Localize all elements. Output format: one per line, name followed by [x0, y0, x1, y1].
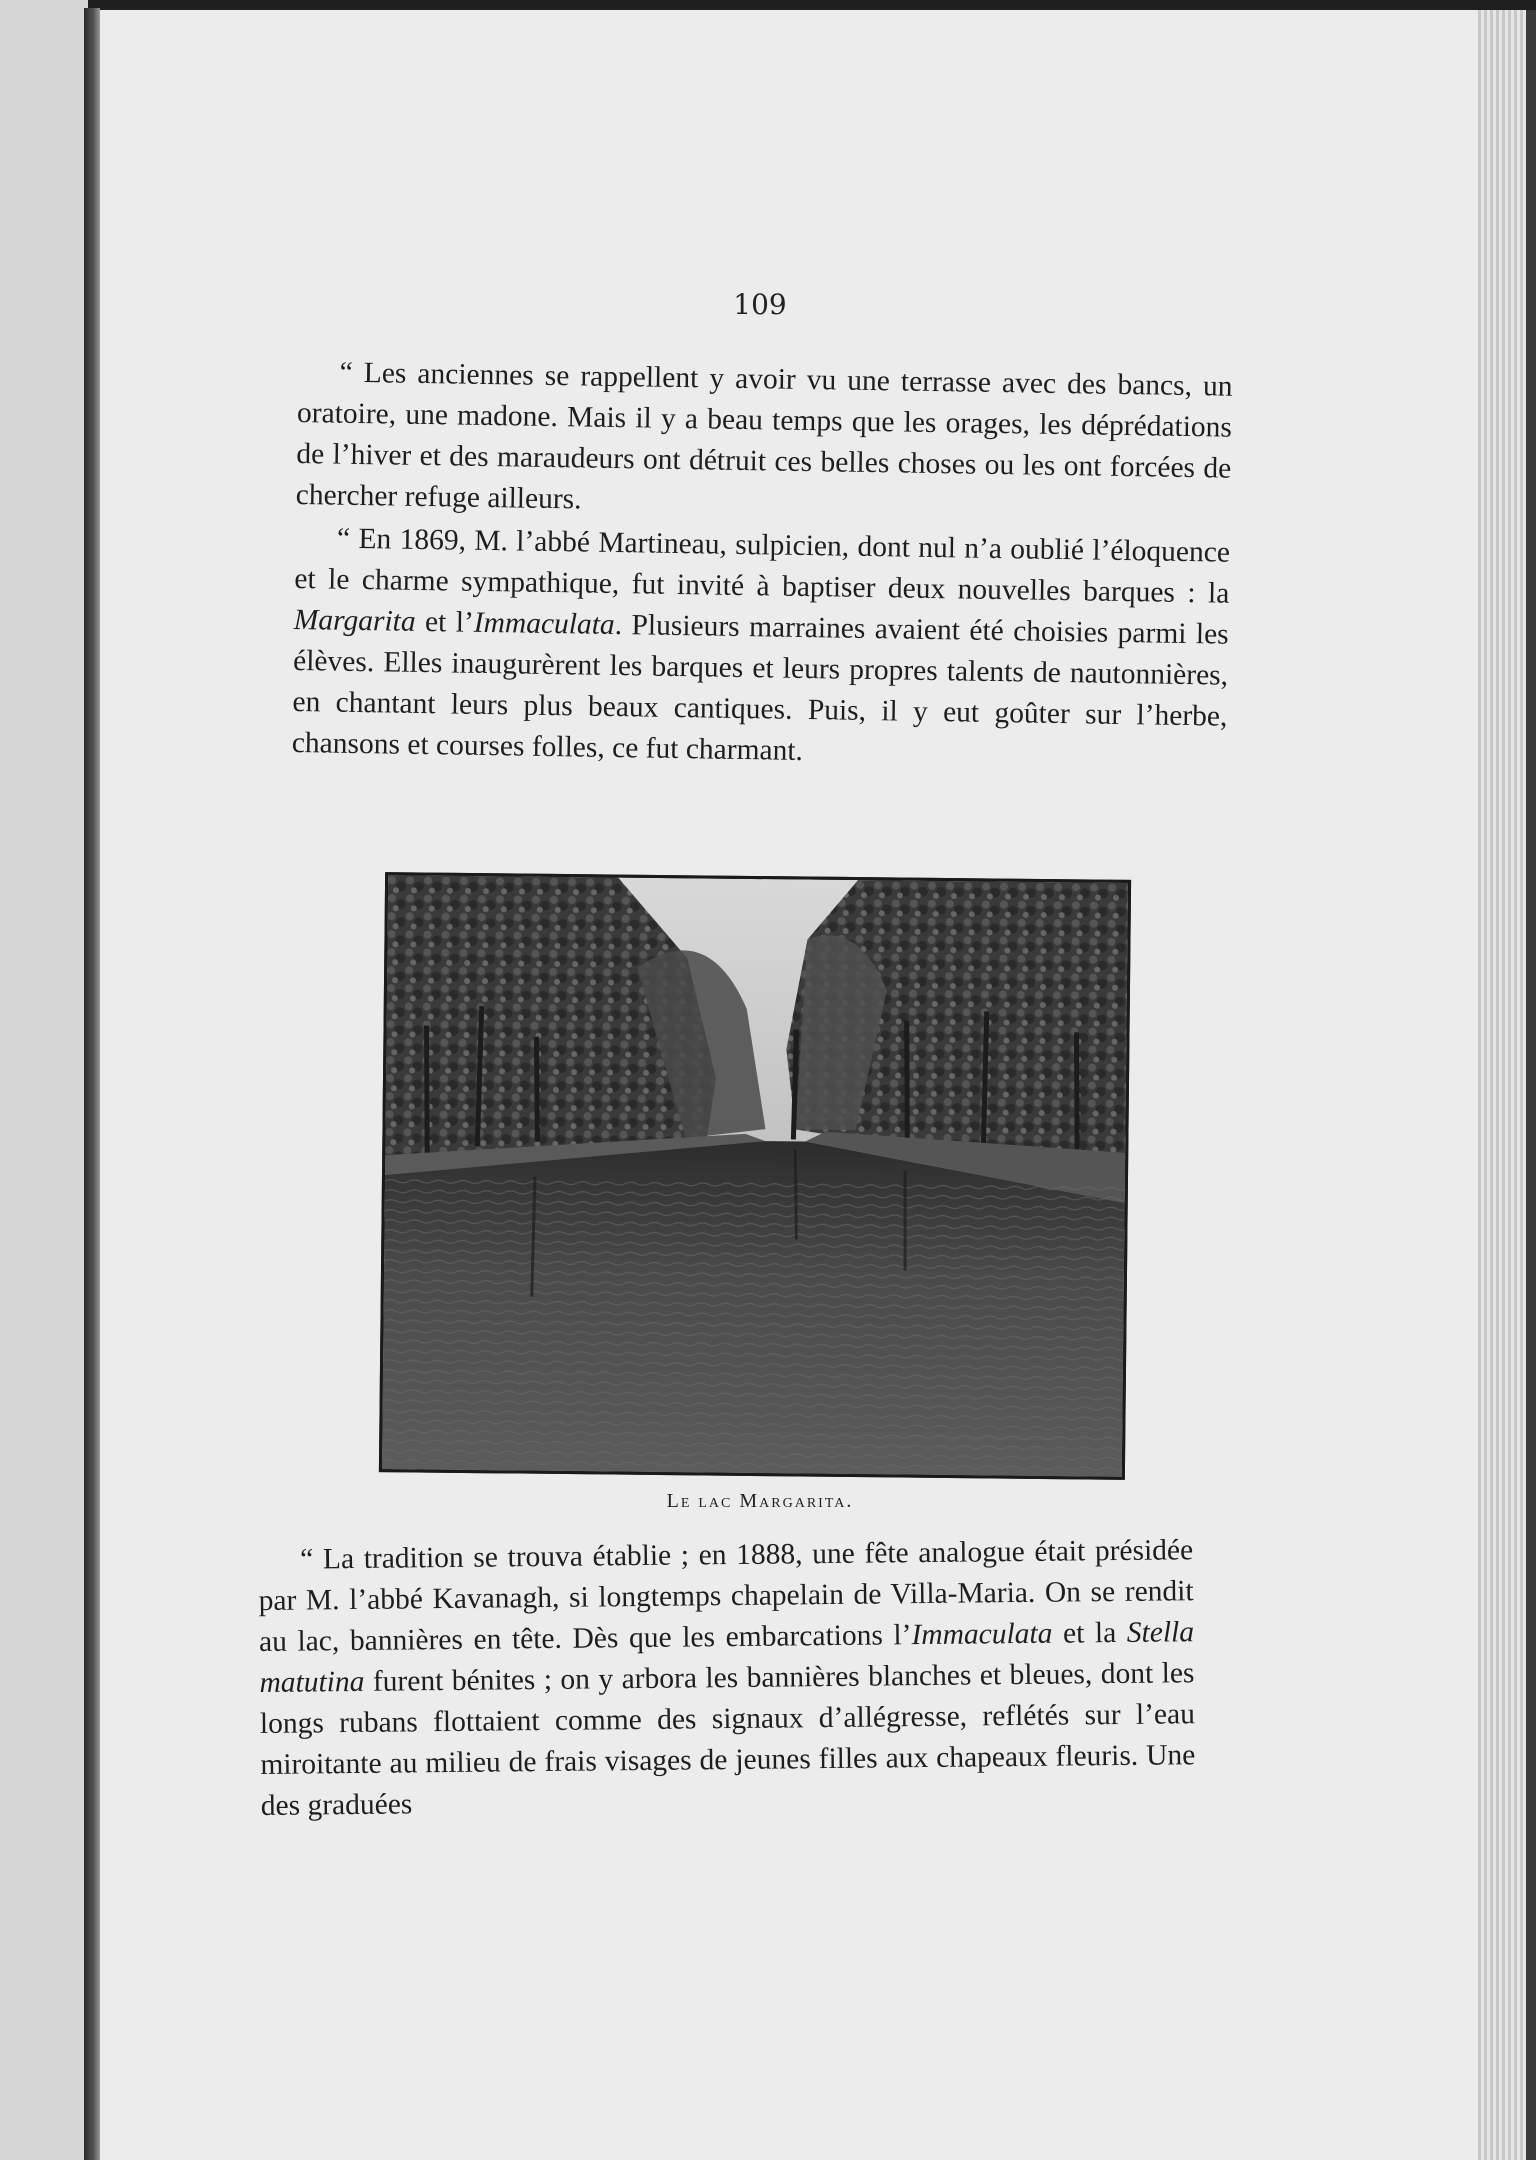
text-run: “ La tradition se trouva établie ; en 1888, une fête analogue était présidée par M. l’abbé Kavanagh, si longtemps chapelain de Villa-Maria. On se rendit au lac, bannières en tête. Dès que les embarcations l’	[258, 1534, 1194, 1658]
text-run: “ En 1869, M. l’abbé Martineau, sulpicien, dont nul n’a oublié l’éloquence et le charme sympathique, fut invité à baptiser deux nouvelles barques : la	[294, 522, 1231, 610]
boat-name-margarita: Margarita	[293, 603, 416, 638]
text-block-top	[292, 352, 1233, 779]
text-run: et la	[1052, 1616, 1127, 1650]
paragraph-baptism	[292, 518, 1231, 779]
text-run: et l’	[415, 605, 475, 639]
facing-page-edge	[0, 0, 88, 2160]
book-gutter	[84, 8, 100, 2160]
figure-caption: Le lac Margarita.	[666, 1490, 854, 1512]
page-stack-edge	[1478, 10, 1536, 2160]
paragraph-tradition	[258, 1530, 1196, 1827]
lake-photograph	[379, 872, 1131, 1480]
text-run: . Plusieurs marraines avaient été choisies parmi les élèves. Elles inaugurèrent les barques et leurs propres talents de nautonnières, en chantant leurs plus beaux cantiques. Puis, il y eut goûter sur l’herbe, chansons et courses folles, ce fut charmant.	[291, 609, 1229, 767]
boat-name-immaculata: Immaculata	[911, 1617, 1053, 1652]
lake-photo-illustration	[382, 875, 1128, 1477]
page-number: 109	[733, 288, 787, 321]
paragraph-terrasse: “ Les anciennes se rappellent y avoir vu une terrasse avec des bancs, un oratoire, une madone. Mais il y a beau temps que les orages, les déprédations de l’hiver et des maraudeurs ont détruit ces belles choses ou les ont forcées de chercher refuge ailleurs.	[295, 356, 1233, 516]
text-run: furent bénites ; on y arbora les bannières blanches et bleues, dont les longs rubans flottaient comme des signaux d’allégresse, reflétés sur l’eau miroitante au milieu de frais visages de jeunes filles aux chapeaux fleuris. Une des graduées	[259, 1657, 1196, 1822]
text-block-bottom	[258, 1530, 1196, 1827]
boat-name-stella-matutina: Stella matutina	[259, 1616, 1195, 1699]
boat-name-immaculata: Immaculata	[473, 606, 615, 642]
